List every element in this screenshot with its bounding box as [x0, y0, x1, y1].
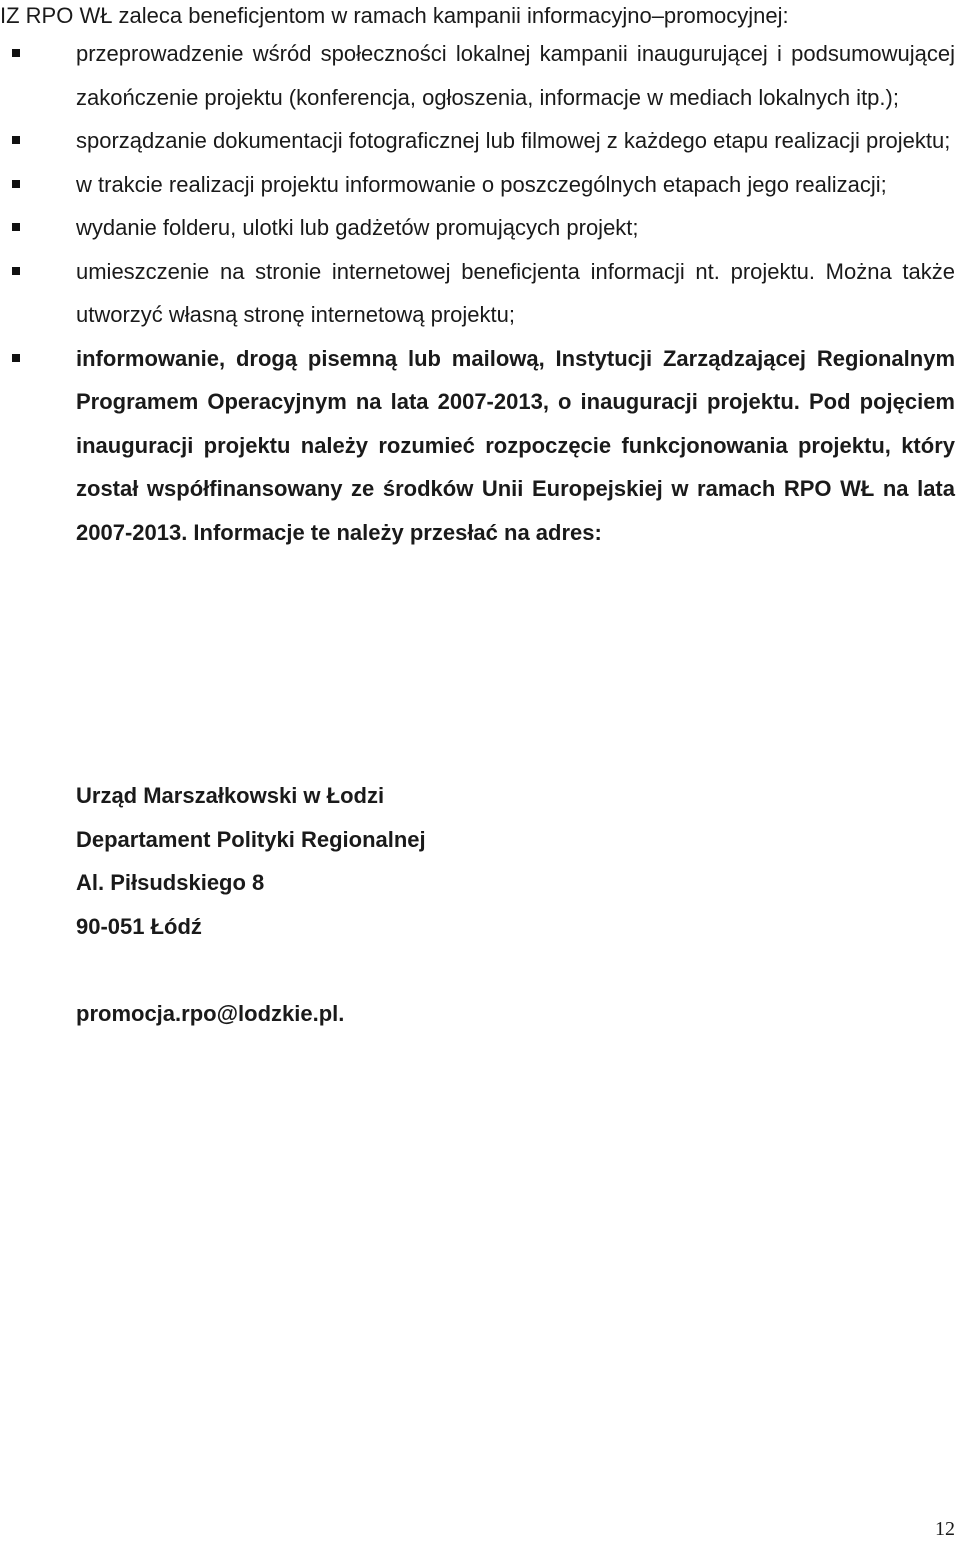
list-item-text: informowanie, drogą pisemną lub mailową, Instytucji Zarządzającej Regionalnym Programem Operacyjnym na lata 2007-2013, o inauguracji projektu. Pod pojęciem inauguracji projektu należy rozumieć rozpoczęcie funkcjonowania projektu, który został współfinansowany ze środków Unii Europejskiej w ramach RPO WŁ na lata 2007-2013. Informacje te należy przesłać na adres: [76, 345, 955, 545]
square-bullet-icon [12, 136, 20, 144]
address-line-city: 90-051 Łódź [76, 913, 202, 939]
list-item [0, 32, 955, 119]
list-item-text: przeprowadzenie wśród społeczności lokalnej kampanii inaugurującej i podsumowującej zakończenie projektu (konferencja, ogłoszenia, informacje w mediach lokalnych itp.); [76, 41, 955, 110]
address-line-street: Al. Piłsudskiego 8 [76, 870, 265, 895]
list-item [0, 337, 955, 555]
list-item [0, 206, 955, 250]
list-item [0, 250, 955, 337]
list-item [0, 163, 955, 207]
intro-paragraph: IZ RPO WŁ zaleca beneficjentom w ramach kampanii informacyjno–promocyjnej: [0, 3, 789, 28]
page-number: 12 [935, 1518, 955, 1540]
list-item-text: w trakcie realizacji projektu informowanie o poszczególnych etapach jego realizacji; [76, 171, 887, 197]
square-bullet-icon [12, 223, 20, 231]
list-item [0, 119, 955, 163]
recommendation-list [0, 32, 955, 554]
square-bullet-icon [12, 49, 20, 57]
square-bullet-icon [12, 267, 20, 275]
postal-address [76, 774, 426, 948]
list-item-text: umieszczenie na stronie internetowej beneficjenta informacji nt. projektu. Można także utworzyć własną stronę internetową projektu; [76, 258, 955, 327]
list-item-text: wydanie folderu, ulotki lub gadżetów promujących projekt; [76, 215, 639, 240]
address-line-office: Urząd Marszałkowski w Łodzi [76, 783, 385, 808]
contact-email: promocja.rpo@lodzkie.pl. [76, 1001, 345, 1026]
list-item-text: sporządzanie dokumentacji fotograficznej lub filmowej z każdego etapu realizacji projektu; [76, 128, 951, 153]
square-bullet-icon [12, 180, 20, 188]
square-bullet-icon [12, 354, 20, 362]
address-line-department: Departament Polityki Regionalnej [76, 826, 426, 852]
